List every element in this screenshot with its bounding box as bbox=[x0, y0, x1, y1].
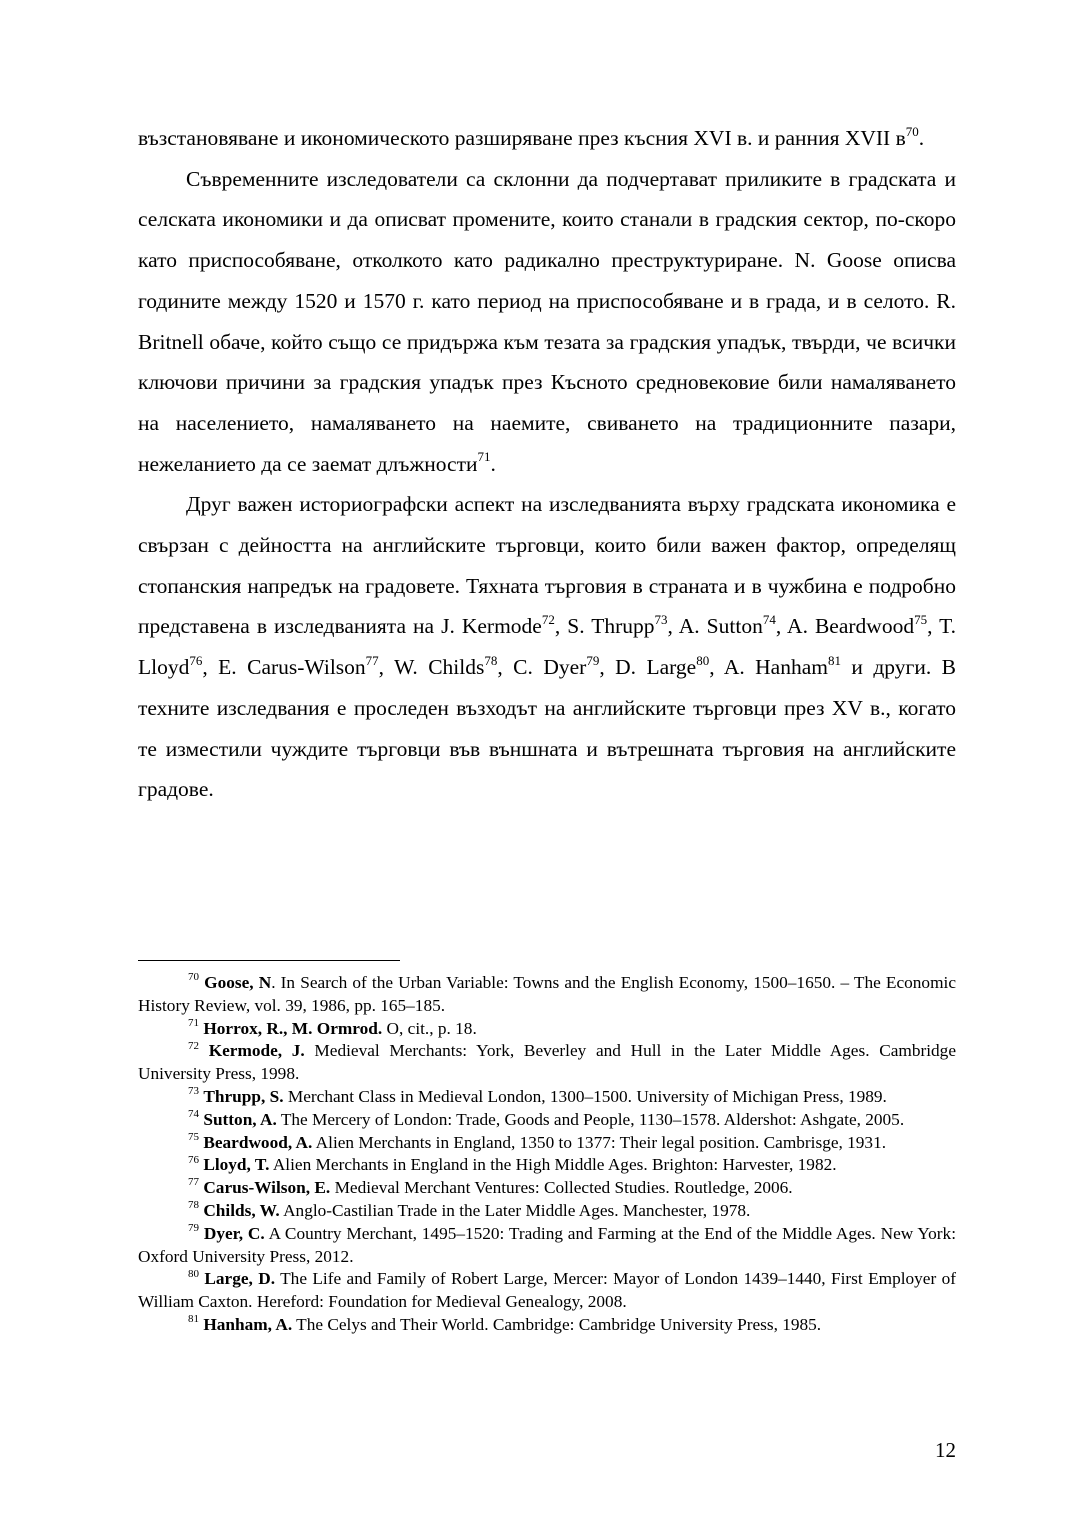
footnote-ref[interactable]: 75 bbox=[914, 612, 928, 628]
footnote: $^{78}$ Childs, W. Anglo-Castilian Trade in the Later Middle Ages. Manchester, 1978. bbox=[188, 1199, 751, 1220]
footnote-ref[interactable]: 71 bbox=[477, 449, 491, 465]
footnote: $^{74}$ Sutton, A. The Mercery of London: Trade, Goods and People, 1130–1578. Aldershot: Ashgate, 2005. bbox=[188, 1108, 905, 1129]
footnotes bbox=[138, 972, 956, 1337]
footnote-ref[interactable]: 78 bbox=[484, 652, 498, 668]
page-number: 12 bbox=[935, 1438, 956, 1462]
footnote-ref[interactable]: 81 bbox=[828, 652, 841, 668]
footnote: $^{75}$ Beardwood, A. Alien Merchants in England, 1350 to 1377: Their legal position. Cambrisge, 1931. bbox=[188, 1130, 887, 1152]
footnote: $^{72}$ Kermode, J. Medieval Merchants: York, Beverley and Hull in the Later Middle Ages. Cambridge University Press, 1998. bbox=[138, 1039, 956, 1084]
footnote: $^{70}$ Goose, N. In Search of the Urban Variable: Towns and the English Economy, 1500–1650. – The Economic History Review, vol. 39, 1986, pp. 165–185. bbox=[138, 971, 956, 1015]
footnote-ref[interactable]: 74 bbox=[762, 612, 776, 628]
footnote-ref[interactable]: 79 bbox=[586, 652, 600, 668]
footnote: $^{80}$ Large, D. The Life and Family of Robert Large, Mercer: Mayor of London 1439–1440, First Employer of William Caxton. Hereford: Foundation for Medieval Genealogy, 2008. bbox=[138, 1267, 956, 1312]
paragraph-3: Друг важен историографски аспект на изследванията върху градската икономика е свързан с дейността на английските търговци, които били важен фактор, определящ стопанския напредък на градовете. Тяхната търговия в страната и в чужбина е подробно представена в изследванията на J. Kermode$^{72}$, S. Thrupp$^{73}$, A. Sutton$^{74}$, A. Beardwood$^{75}$, T. Lloyd$^{76}$, E. Carus-Wilson$^{77}$, W. Childs$^{78}$, C. Dyer$^{79}$, D. Large$^{80}$, A. Hanham$^{81}$ и други. В техните изследвания е проследен възходът на английските търговци през XV в., когато те изместили чуждите търговци във външната и вътрешната търговия на английските градове. bbox=[138, 492, 957, 802]
footnote-ref[interactable]: 77 bbox=[365, 652, 379, 668]
paragraph-2: Съвременните изследователи са склонни да подчертават приликите в градската и селската икономики и да описват промените, които станали в градския сектор, по-скоро като приспособяване, отколкото като радикално преструктуриране. N. Goose описва годините между 1520 и 1570 г. като период на приспособяване и в града, и в селото. R. Britnell обаче, който също се придържа към тезата за градския упадък, твърди, че всички ключови причини за градския упадък през Късното средновековие били намаляването на населението, намаляването на наемите, свиването на традиционните пазари, нежеланието да се заемат длъжности$^{71}$. bbox=[138, 166, 956, 476]
footnote-separator bbox=[138, 960, 400, 961]
footnote: $^{73}$ Thrupp, S. Merchant Class in Medieval London, 1300–1500. University of Michigan Press, 1989. bbox=[188, 1085, 887, 1106]
footnote: $^{77}$ Carus-Wilson, E. Medieval Merchant Ventures: Collected Studies. Routledge, 2006. bbox=[188, 1176, 793, 1198]
paragraph-1: възстановяване и икономическото разширяване през късния XVI в. и ранния XVII $в^{70}$. bbox=[138, 123, 925, 150]
footnote: $^{76}$ Lloyd, T. Alien Merchants in England in the High Middle Ages. Brighton: Harvester, 1982. bbox=[188, 1153, 837, 1175]
footnote: $^{79}$ Dyer, C. A Country Merchant, 1495–1520: Trading and Farming at the End of the Middle Ages. New York: Oxford University Press, 2012. bbox=[138, 1222, 956, 1266]
footnote-ref[interactable]: 70 bbox=[905, 123, 919, 139]
footnote: $^{71}$ Horrox, R., M. Ormrod. O, cit., p. 18. bbox=[188, 1016, 477, 1038]
footnote-ref[interactable]: 76 bbox=[189, 652, 203, 668]
footnote: $^{81}$ Hanham, A. The Celys and Their World. Cambridge: Cambridge University Press, 1985. bbox=[188, 1313, 822, 1334]
body-text bbox=[138, 118, 956, 810]
footnote-ref[interactable]: 72 bbox=[541, 612, 555, 628]
footnote-ref[interactable]: 73 bbox=[654, 612, 668, 628]
footnote-ref[interactable]: 80 bbox=[696, 652, 710, 668]
